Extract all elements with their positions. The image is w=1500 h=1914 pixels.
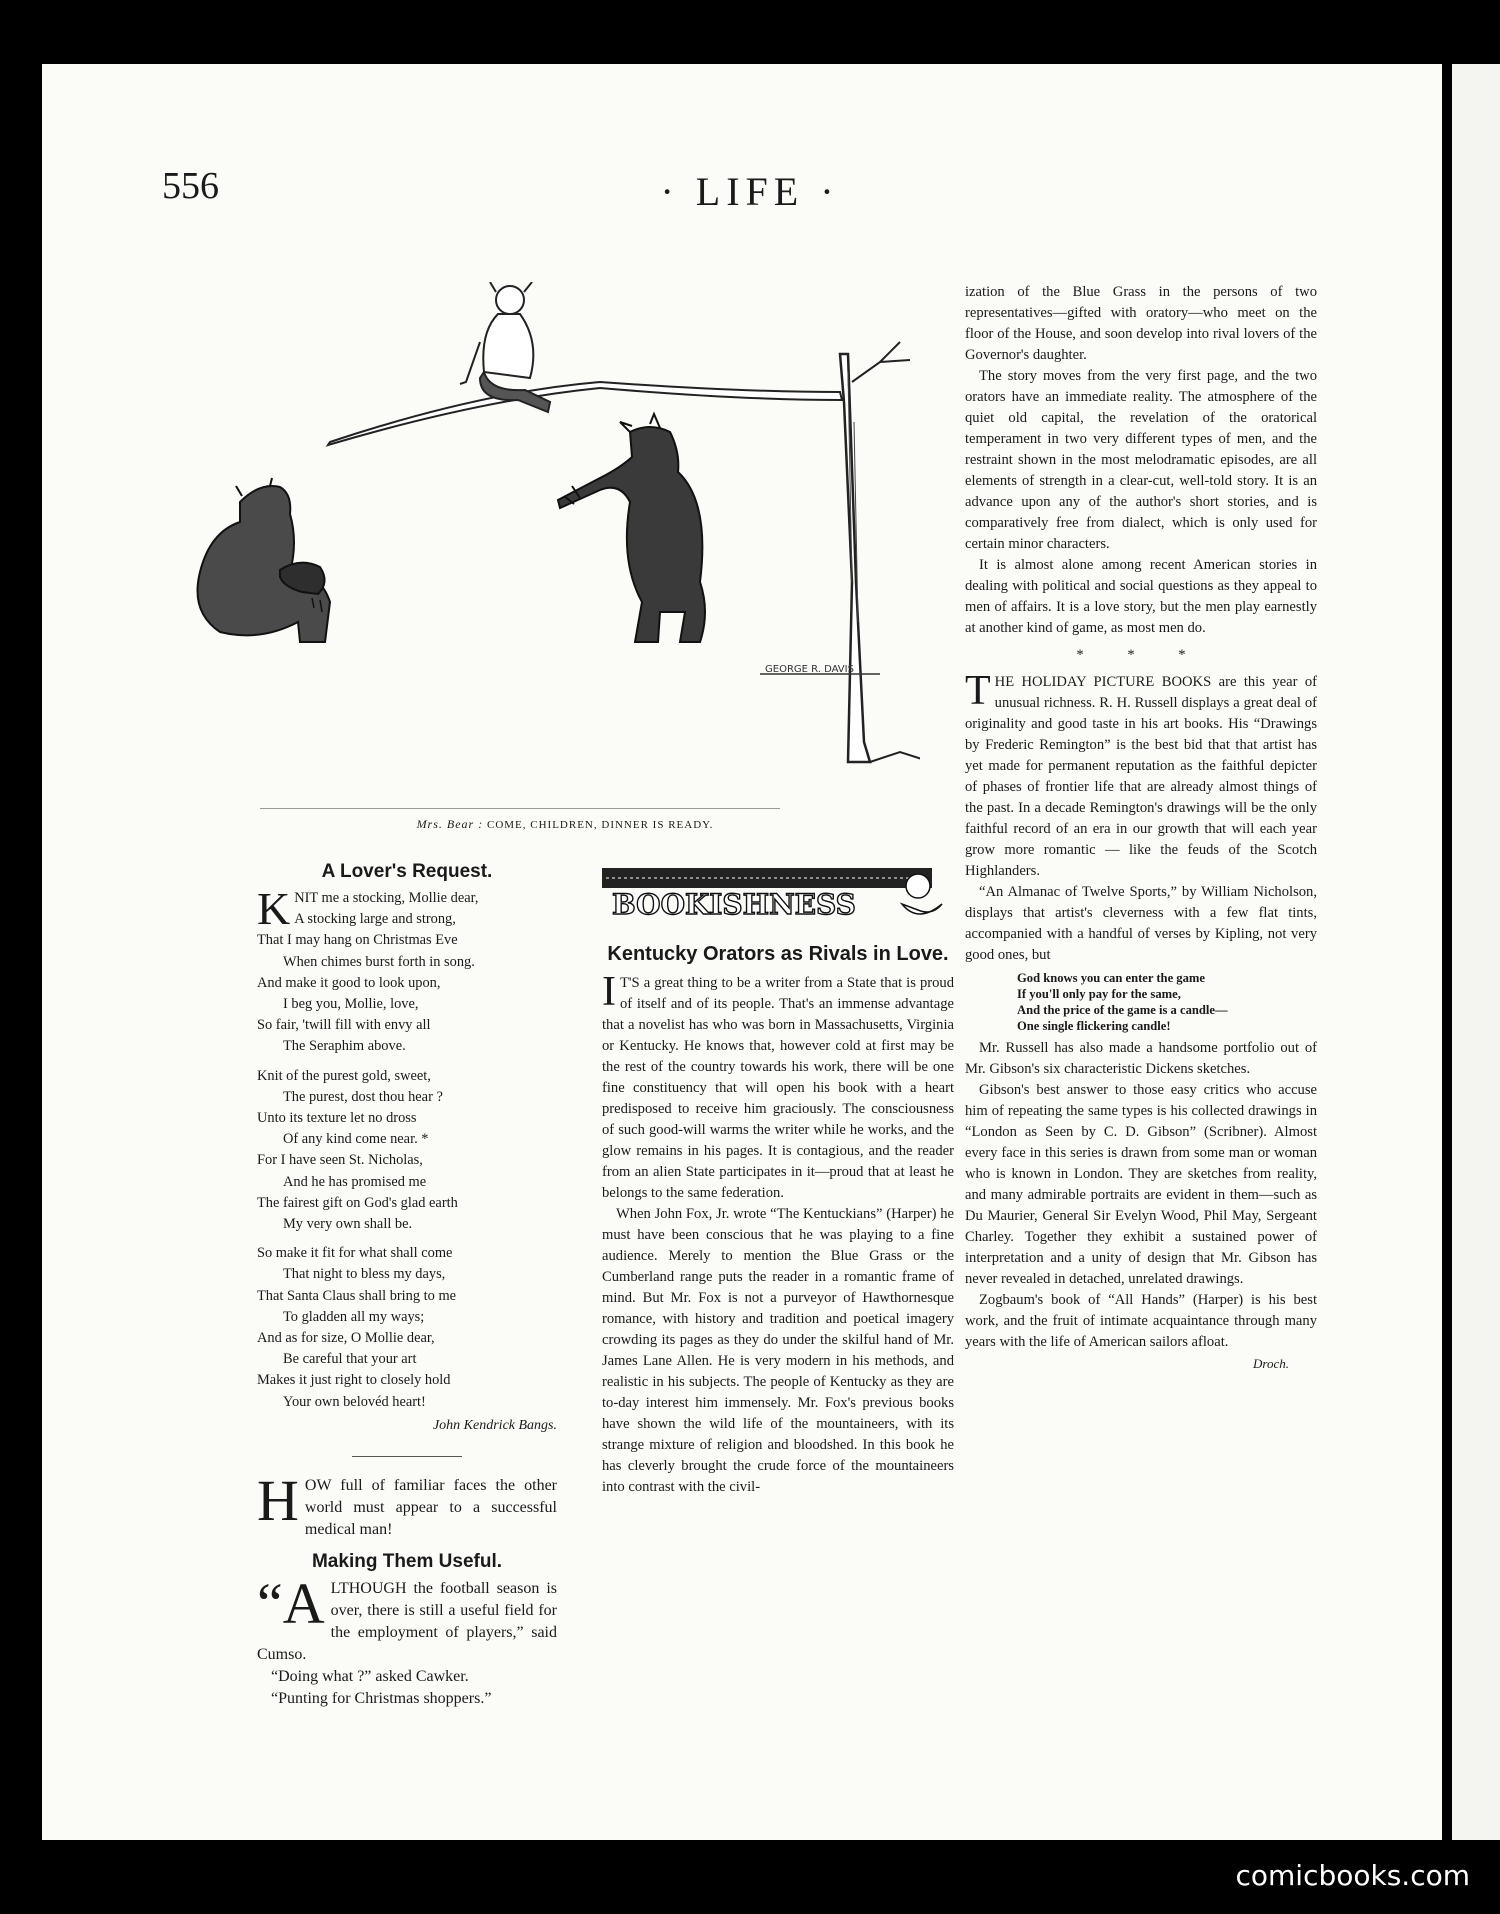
joke-para: “Punting for Christmas shoppers.” (271, 1689, 492, 1707)
verse-line: God knows you can enter the game (1017, 971, 1205, 985)
poem-line: Of any kind come near. * (283, 1131, 429, 1148)
drop-cap: K (257, 883, 291, 934)
caption-text: COME, CHILDREN, DINNER IS READY. (486, 819, 714, 831)
poem-line: A stocking large and strong, (294, 911, 456, 928)
caption-rule (260, 808, 780, 809)
article-para: I T'S a great thing to be a writer from a State that is proud of itself and of its people. That's an immense advantage that a novelist has who was born in Massachusetts, Virginia or Kentucky. He knows that, however cold at first may be the rest of the country towards his work, there will be one fine constituency that will open his book with a heart predisposed to receive him graciously. The consciousness of such good-will warms the writer while he works, and the glow remains in his pages. It is contagious, and the reader from an alien State participates in it—proud that at least he belongs to the same federation. (602, 969, 954, 1201)
poem-line: And make it good to look upon, (257, 974, 441, 991)
article-para: It is almost alone among recent American stories in dealing with political and social questions as they appeal to men of affairs. It is a love story, but the men play earnestly at another kind of game, as most men do. (965, 557, 1317, 636)
poem-line: And he has promised me (283, 1173, 427, 1190)
poem-line: Unto its texture let no dross (257, 1110, 417, 1127)
caption-speaker: Mrs. Bear : (416, 817, 484, 831)
joke-para: “A LTHOUGH the football season is over, there is still a useful field for the employment of players,” said Cumso. (257, 1570, 557, 1663)
column-left (257, 861, 557, 1710)
verse-line: And the price of the game is a candle— (1017, 1003, 1228, 1017)
poem-line: My very own shall be. (283, 1216, 413, 1233)
poem-line: So fair, 'twill fill with envy all (257, 1017, 431, 1034)
article-para: THE HOLIDAY PICTURE BOOKS are this year of unusual richness. R. H. Russell displays a great deal of originality and good taste in his art books. His “Drawings by Frederic Remington” is the best bid that that artist has yet made for permanent reputation as the faithful depicter of phases of frontier life that are already almost things of the past. In a decade Remington's drawings will be the only faithful record of an era in our growth that will each year grow more romantic — like the feuds of the Scotch Highlanders. (965, 668, 1317, 879)
masthead: · LIFE · (660, 169, 840, 214)
poem-line: That Santa Claus shall bring to me (257, 1287, 457, 1304)
article-para: When John Fox, Jr. wrote “The Kentuckians” (Harper) he must have been conscious that he was playing to a fine audience. Merely to mention the Blue Grass or the Cumberland range puts the reader in a romantic frame of mind. But Mr. Fox is not a purveyor of Hawthornesque romance, with history and tradition and poetical imagery crowding its pages as they do under the skilful hand of Mr. James Lane Allen. He is very modern in his methods, and realistic in his subjects. The people of Kentucky as they are to-day interest him immensely. Mr. Fox's previous books have shown the wild life of the mountaineers, with its strange mixture of religion and bloodshed. In this book he has cleverly brought the crude force of the mountaineers into contrast with the civil- (602, 1206, 954, 1495)
poem-line: I beg you, Mollie, love, (283, 996, 419, 1013)
article-para: “An Almanac of Twelve Sports,” by William Nicholson, displays that artist's cleverness with a few flat tints, accompanied with a handful of verses by Kipling, not very good ones, but (965, 884, 1317, 963)
section-divider (352, 1456, 462, 1457)
column-right (965, 282, 1317, 1374)
poem-line: The Seraphim above. (283, 1038, 406, 1055)
verse-line: If you'll only pay for the same, (1017, 987, 1181, 1001)
column-middle (602, 862, 954, 1498)
poem-line: For I have seen St. Nicholas, (257, 1152, 423, 1169)
poem-line: Makes it just right to closely hold (257, 1372, 451, 1389)
article-para: The story moves from the very first page, and the two orators have an immediate reality. The atmosphere of the quiet old capital, the revelation of the oratorical temperament in two very different types of men, and the restraint shown in the most melodramatic episodes, are all elements of strength in a clear-cut, well-told story. It is an advance upon any of the author's short stories, and is comparatively free from dialect, which is only used for certain minor characters. (965, 368, 1317, 552)
illustration-caption (300, 817, 830, 832)
quip-medical: HOW full of familiar faces the other world must appear to a successful medical man! (257, 1467, 557, 1538)
poem-line: Be careful that your art (283, 1351, 417, 1368)
verse-line: One single flickering candle! (1017, 1019, 1171, 1033)
svg-text:GEORGE R. DAVIS: GEORGE R. DAVIS (765, 664, 854, 675)
joke-title: Making Them Useful. (311, 1550, 503, 1572)
article-para: Mr. Russell has also made a handsome portfolio out of Mr. Gibson's six characteristic Dickens sketches. (965, 1040, 1317, 1077)
section-stars: * * * (1076, 647, 1206, 663)
poem-line: That I may hang on Christmas Eve (257, 932, 458, 949)
drop-cap: I (602, 969, 616, 1015)
bookishness-banner (602, 864, 954, 926)
page-number: 556 (162, 165, 219, 207)
article-signature: Droch. (1253, 1356, 1289, 1371)
facing-page-edge (1452, 64, 1500, 1840)
drop-cap: H (257, 1467, 299, 1533)
article-headline: Kentucky Orators as Rivals in Love. (607, 943, 949, 965)
poem-title: A Lover's Request. (321, 861, 493, 882)
poem-line: So make it fit for what shall come (257, 1245, 453, 1262)
poem-line: Knit of the purest gold, sweet, (257, 1067, 431, 1084)
poem-line: The fairest gift on God's glad earth (257, 1194, 458, 1211)
bear-illustration (180, 282, 920, 782)
poem-line: And as for size, O Mollie dear, (257, 1330, 435, 1347)
poem-line: When chimes burst forth in song. (283, 953, 475, 970)
article-para: Gibson's best answer to those easy critics who accuse him of repeating the same types is his collected drawings in “London as Seen by C. D. Gibson” (Scribner). Almost every face in this series is drawn from some man or woman who is known in London. They are sketches from reality, and many admirable portraits are evident in them—such as Du Maurier, General Sir Evelyn Wood, Phil May, Sergeant Charley. Together they exhibit a sustained power of interpretation and a unity of design that Mr. Gibson has never revealed in detached, unrelated drawings. (965, 1082, 1317, 1287)
drop-cap: T (965, 668, 991, 714)
poem-author: John Kendrick Bangs. (432, 1417, 557, 1433)
poem-line: Your own belovéd heart! (283, 1393, 426, 1410)
banner-text: BOOKISHNESS (612, 888, 856, 921)
article-para: Zogbaum's book of “All Hands” (Harper) is his best work, and the fruit of intimate acquaintance through many years with the life of American sailors afloat. (965, 1292, 1317, 1350)
poem-line: The purest, dost thou hear ? (283, 1088, 443, 1105)
poem-line: That night to bless my days, (283, 1266, 446, 1283)
watermark: comicbooks.com (1235, 1859, 1470, 1892)
poem-line: NIT me a stocking, Mollie dear, (294, 890, 479, 906)
article-para: ization of the Blue Grass in the persons of two representatives—gifted with oratory—who meet on the floor of the House, and soon develop into rival lovers of the Governor's daughter. (965, 284, 1317, 363)
joke-para: “Doing what ?” asked Cawker. (271, 1667, 469, 1685)
quoted-verse (965, 970, 1317, 1034)
drop-cap: “A (257, 1570, 325, 1636)
poem-line: To gladden all my ways; (283, 1308, 425, 1325)
poem-body (257, 883, 557, 1413)
